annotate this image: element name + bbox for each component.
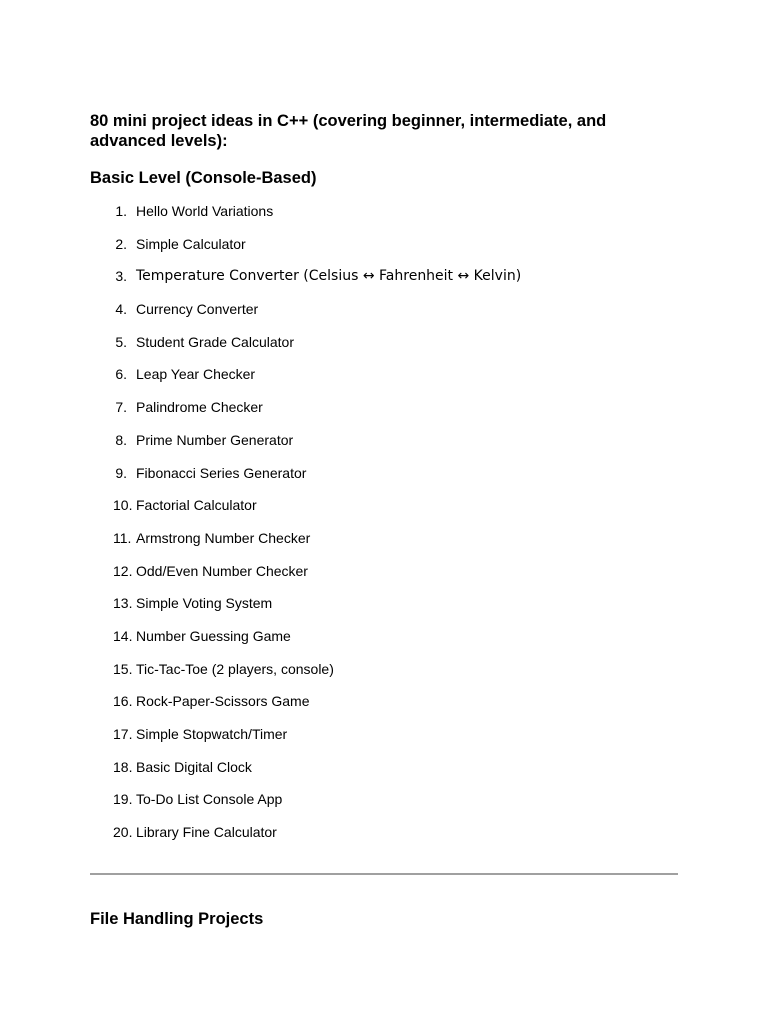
list-item-number: 11. bbox=[113, 529, 132, 546]
list-item-number: 9. bbox=[115, 464, 127, 481]
list-item-number: 4. bbox=[115, 301, 127, 318]
list-item-text: Temperature Converter (Celsius ↔ Fahrenheit ↔ Kelvin) bbox=[136, 268, 522, 285]
list-item-text: Basic Digital Clock bbox=[136, 758, 252, 775]
list-item-number: 17. bbox=[113, 726, 133, 742]
list-item-number: 13. bbox=[113, 595, 133, 612]
list-item-number: 18. bbox=[113, 758, 133, 775]
list-item-text: Tic-Tac-Toe (2 players, console) bbox=[136, 660, 334, 677]
list-item-text: Rock-Paper-Scissors Game bbox=[136, 693, 310, 710]
list-item-number: 10. bbox=[113, 497, 133, 514]
list-item-text: Armstrong Number Checker bbox=[136, 529, 311, 546]
list-item-number: 1. bbox=[115, 203, 127, 219]
list-item-text: Factorial Calculator bbox=[136, 497, 257, 514]
list-item-number: 7. bbox=[115, 399, 127, 416]
list-item-number: 8. bbox=[115, 431, 127, 448]
list-item-text: Fibonacci Series Generator bbox=[136, 464, 307, 481]
list-item-number: 15. bbox=[113, 660, 133, 677]
list-item-text: Prime Number Generator bbox=[136, 431, 294, 448]
section-heading-basic-level: Basic Level (Console-Based) bbox=[90, 169, 317, 187]
list-item-text: Number Guessing Game bbox=[136, 627, 291, 644]
list-item-number: 16. bbox=[113, 693, 133, 710]
section-heading-file-handling: File Handling Projects bbox=[90, 910, 264, 928]
list-item-number: 2. bbox=[115, 235, 127, 252]
list-item-number: 19. bbox=[113, 791, 133, 808]
list-item-text: Hello World Variations bbox=[136, 203, 274, 219]
list-item-number: 12. bbox=[113, 562, 133, 579]
list-item-text: Library Fine Calculator bbox=[136, 824, 277, 841]
list-item-text: Palindrome Checker bbox=[136, 399, 263, 416]
list-item-text: Odd/Even Number Checker bbox=[136, 562, 308, 579]
list-item-text: Leap Year Checker bbox=[136, 366, 256, 383]
list-item-number: 5. bbox=[115, 333, 127, 350]
horizontal-divider bbox=[90, 873, 678, 875]
list-item-number: 3. bbox=[115, 268, 127, 285]
list-item-text: Simple Calculator bbox=[136, 235, 246, 252]
list-item-text: Student Grade Calculator bbox=[136, 333, 294, 350]
list-item-number: 20. bbox=[113, 824, 133, 841]
list-item-text: To-Do List Console App bbox=[136, 791, 283, 808]
list-item-text: Currency Converter bbox=[136, 301, 259, 318]
document-title: 80 mini project ideas in C++ (covering beginner, intermediate, and advanced levels): bbox=[90, 112, 607, 150]
list-item-text: Simple Voting System bbox=[136, 595, 273, 612]
list-item-number: 6. bbox=[115, 366, 127, 383]
list-item-number: 14. bbox=[113, 627, 133, 644]
list-item-text: Simple Stopwatch/Timer bbox=[136, 726, 288, 742]
